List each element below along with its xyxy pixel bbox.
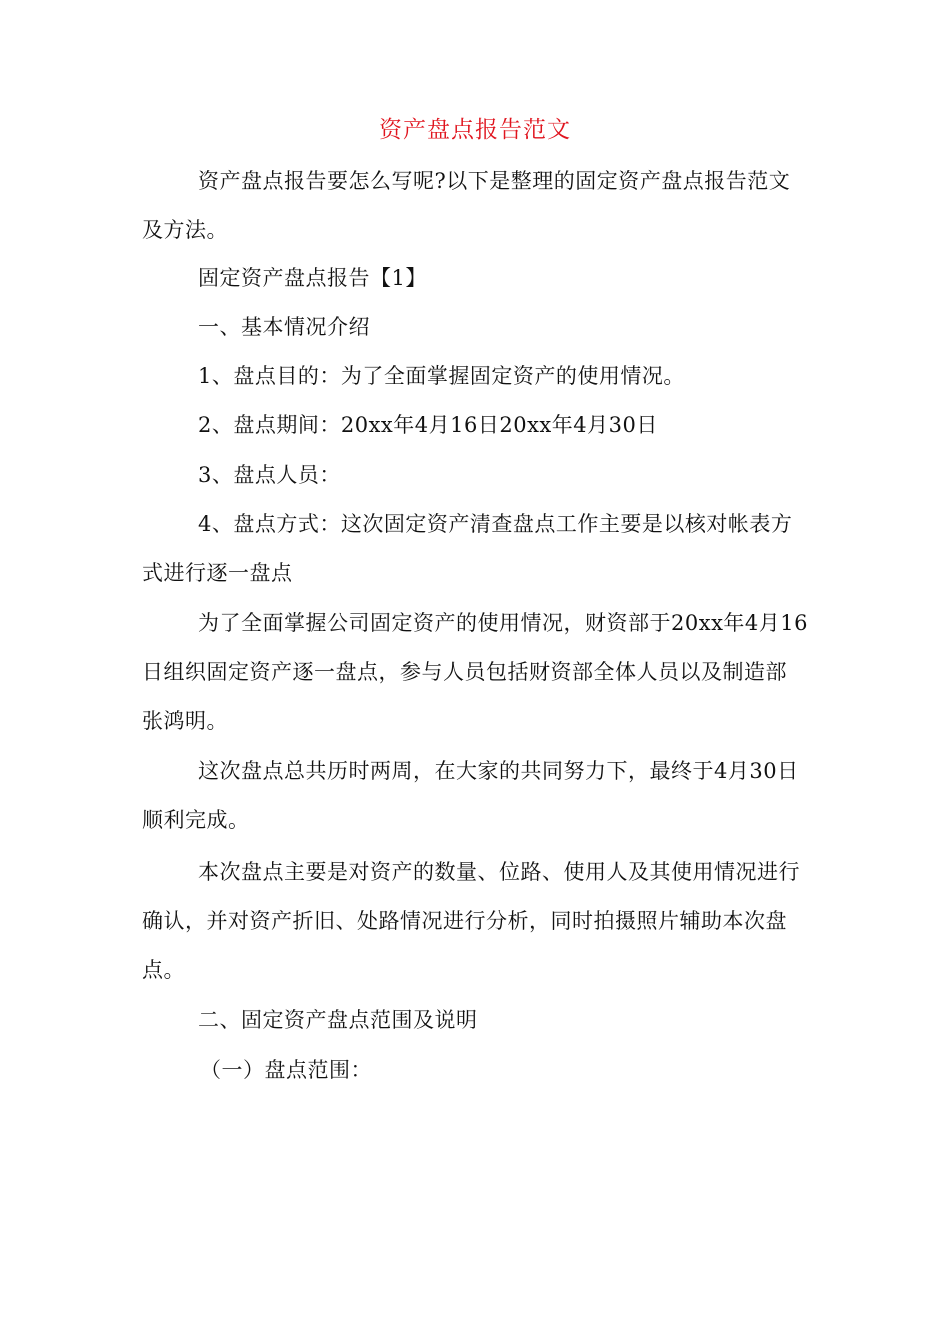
list-item-method: 4、盘点方式：这次固定资产清查盘点工作主要是以核对帐表方式进行逐一盘点 [142, 512, 793, 585]
list-item-period: 2、盘点期间：20xx年4月16日20xx年4月30日 [198, 413, 658, 437]
body-paragraph-duration: 这次盘点总共历时两周，在大家的共同努力下，最终于4月30日顺利完成。 [142, 759, 799, 832]
list-item-purpose: 1、盘点目的：为了全面掌握固定资产的使用情况。 [198, 364, 685, 388]
intro-paragraph: 资产盘点报告要怎么写呢?以下是整理的固定资产盘点报告范文及方法。 [142, 169, 791, 242]
body-paragraph-scope: 本次盘点主要是对资产的数量、位路、使用人及其使用情况进行确认，并对资产折旧、处路情况进行分析，同时拍摄照片辅助本次盘点。 [142, 860, 800, 982]
list-item-personnel: 3、盘点人员： [198, 463, 341, 487]
section-heading-scope: 二、固定资产盘点范围及说明 [198, 1008, 478, 1032]
document-title: 资产盘点报告范文 [379, 117, 571, 143]
body-paragraph-organization: 为了全面掌握公司固定资产的使用情况，财资部于20xx年4月16日组织固定资产逐一盘点，参与人员包括财资部全体人员以及制造部张鸿明。 [142, 611, 808, 733]
subsection-heading-range: （一）盘点范围： [200, 1058, 372, 1082]
section-heading-basic-info: 一、基本情况介绍 [198, 315, 370, 339]
report-heading: 固定资产盘点报告【1】 [198, 266, 427, 290]
